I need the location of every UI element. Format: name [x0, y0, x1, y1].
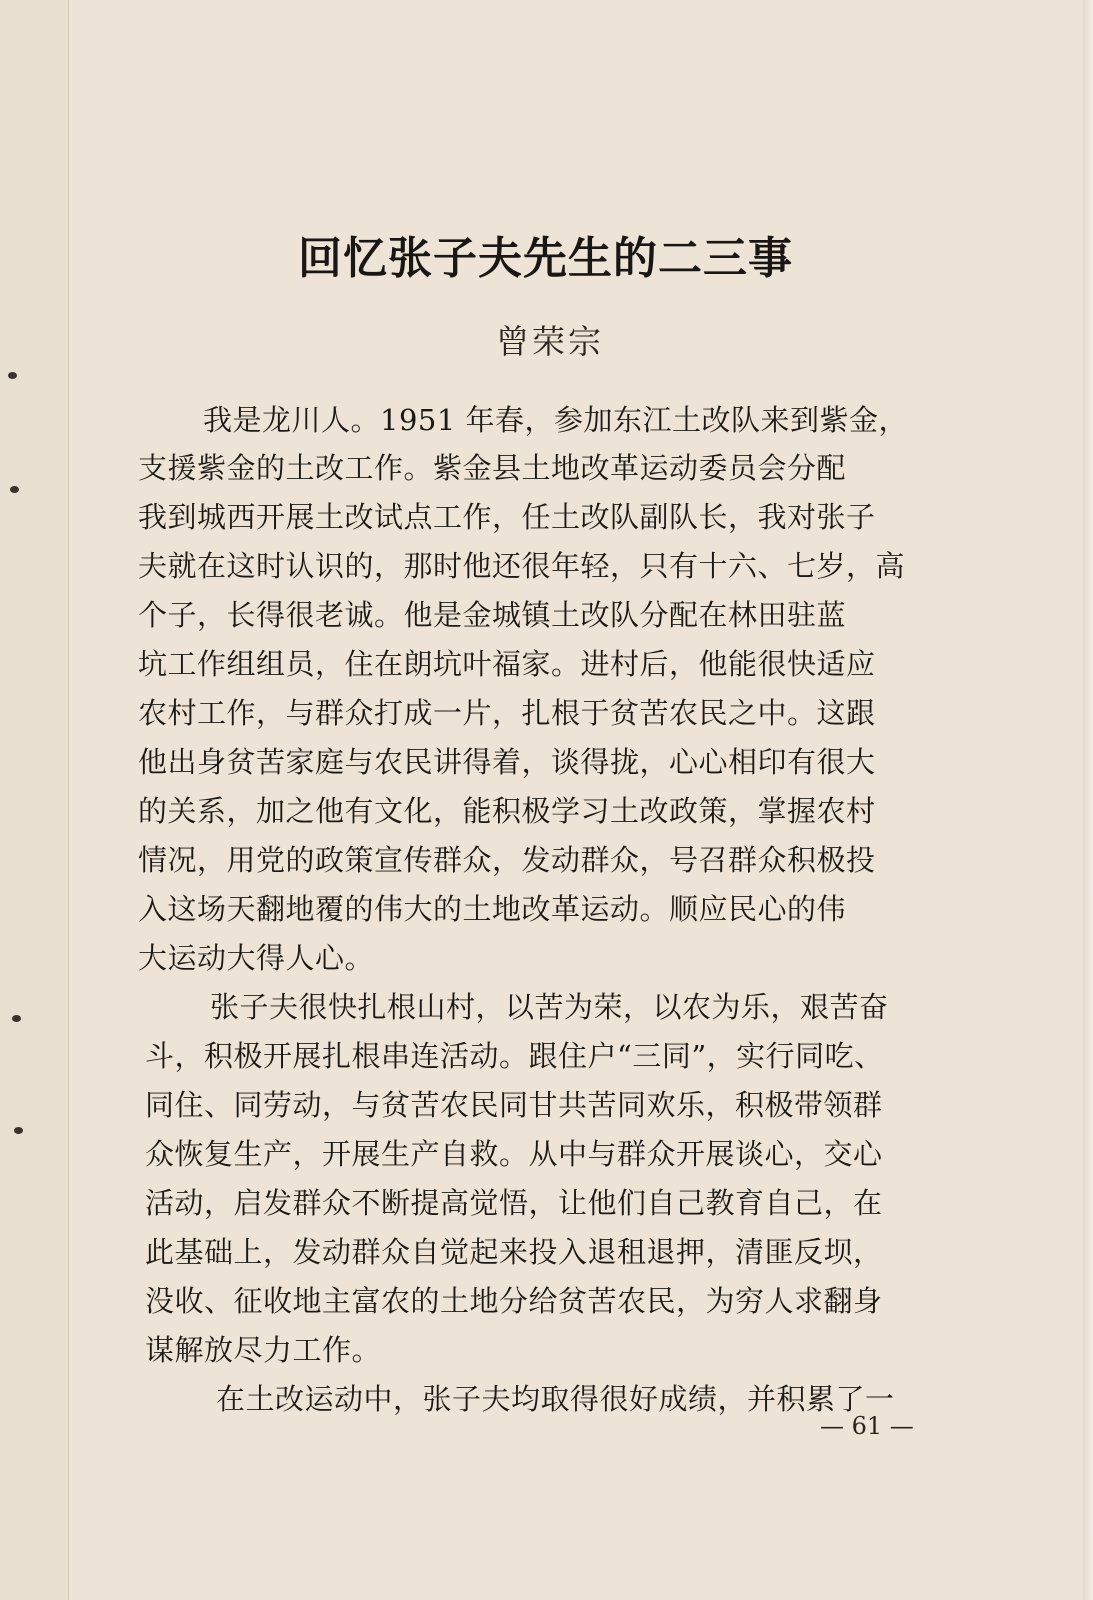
body-line: 我是龙川人。1951 年春，参加东江土改队来到紫金，: [203, 403, 909, 437]
body-line: 支援紫金的土改工作。紫金县土地改革运动委员会分配: [138, 451, 847, 485]
binding-hole: [12, 1015, 21, 1022]
body-line: 张子夫很快扎根山村，以苦为荣，以农为乐，艰苦奋: [210, 990, 889, 1024]
page-right-edge: [1083, 0, 1093, 1600]
body-line: 谋解放尽力工作。: [145, 1333, 382, 1367]
body-line: 的关系，加之他有文化，能积极学习土改政策，掌握农村: [138, 794, 876, 828]
body-line: 斗，积极开展扎根串连活动。跟住户“三同”，实行同吃、: [145, 1039, 884, 1073]
body-line: 大运动大得人心。: [138, 941, 375, 975]
article-title: 回忆张子夫先生的二三事: [298, 233, 793, 284]
body-line: 情况，用党的政策宣传群众，发动群众，号召群众积极投: [138, 843, 876, 877]
body-line: 他出身贫苦家庭与农民讲得着，谈得拢，心心相印有很大: [138, 745, 876, 779]
body-line: 活动，启发群众不断提高觉悟，让他们自己教育自己，在: [145, 1186, 883, 1220]
page-number: — 61 —: [820, 1412, 914, 1440]
body-line: 坑工作组组员，住在朗坑叶福家。进村后，他能很快适应: [138, 647, 876, 681]
article-author: 曾荣宗: [496, 322, 604, 361]
body-line: 农村工作，与群众打成一片，扎根于贫苦农民之中。这跟: [138, 696, 876, 730]
body-line: 个子，长得很老诚。他是金城镇土改队分配在林田驻蓝: [138, 598, 847, 632]
binding-edge: [0, 0, 69, 1600]
binding-hole: [8, 372, 17, 379]
binding-hole: [14, 1127, 23, 1134]
body-line: 众恢复生产，开展生产自救。从中与群众开展谈心，交心: [145, 1137, 883, 1171]
binding-hole: [10, 486, 19, 493]
body-line: 没收、征收地主富农的土地分给贫苦农民，为穷人求翻身: [145, 1284, 883, 1318]
body-line: 此基础上，发动群众自觉起来投入退租退押，清匪反坝，: [145, 1235, 883, 1269]
body-line: 我到城西开展土改试点工作，任土改队副队长，我对张子: [138, 500, 876, 534]
body-line: 同住、同劳动，与贫苦农民同甘共苦同欢乐，积极带领群: [145, 1088, 883, 1122]
body-line: 在土改运动中，张子夫均取得很好成绩，并积累了一: [216, 1382, 895, 1416]
body-line: 入这场天翻地覆的伟大的土地改革运动。顺应民心的伟: [138, 892, 847, 926]
body-line: 夫就在这时认识的，那时他还很年轻，只有十六、七岁，高: [138, 549, 906, 583]
